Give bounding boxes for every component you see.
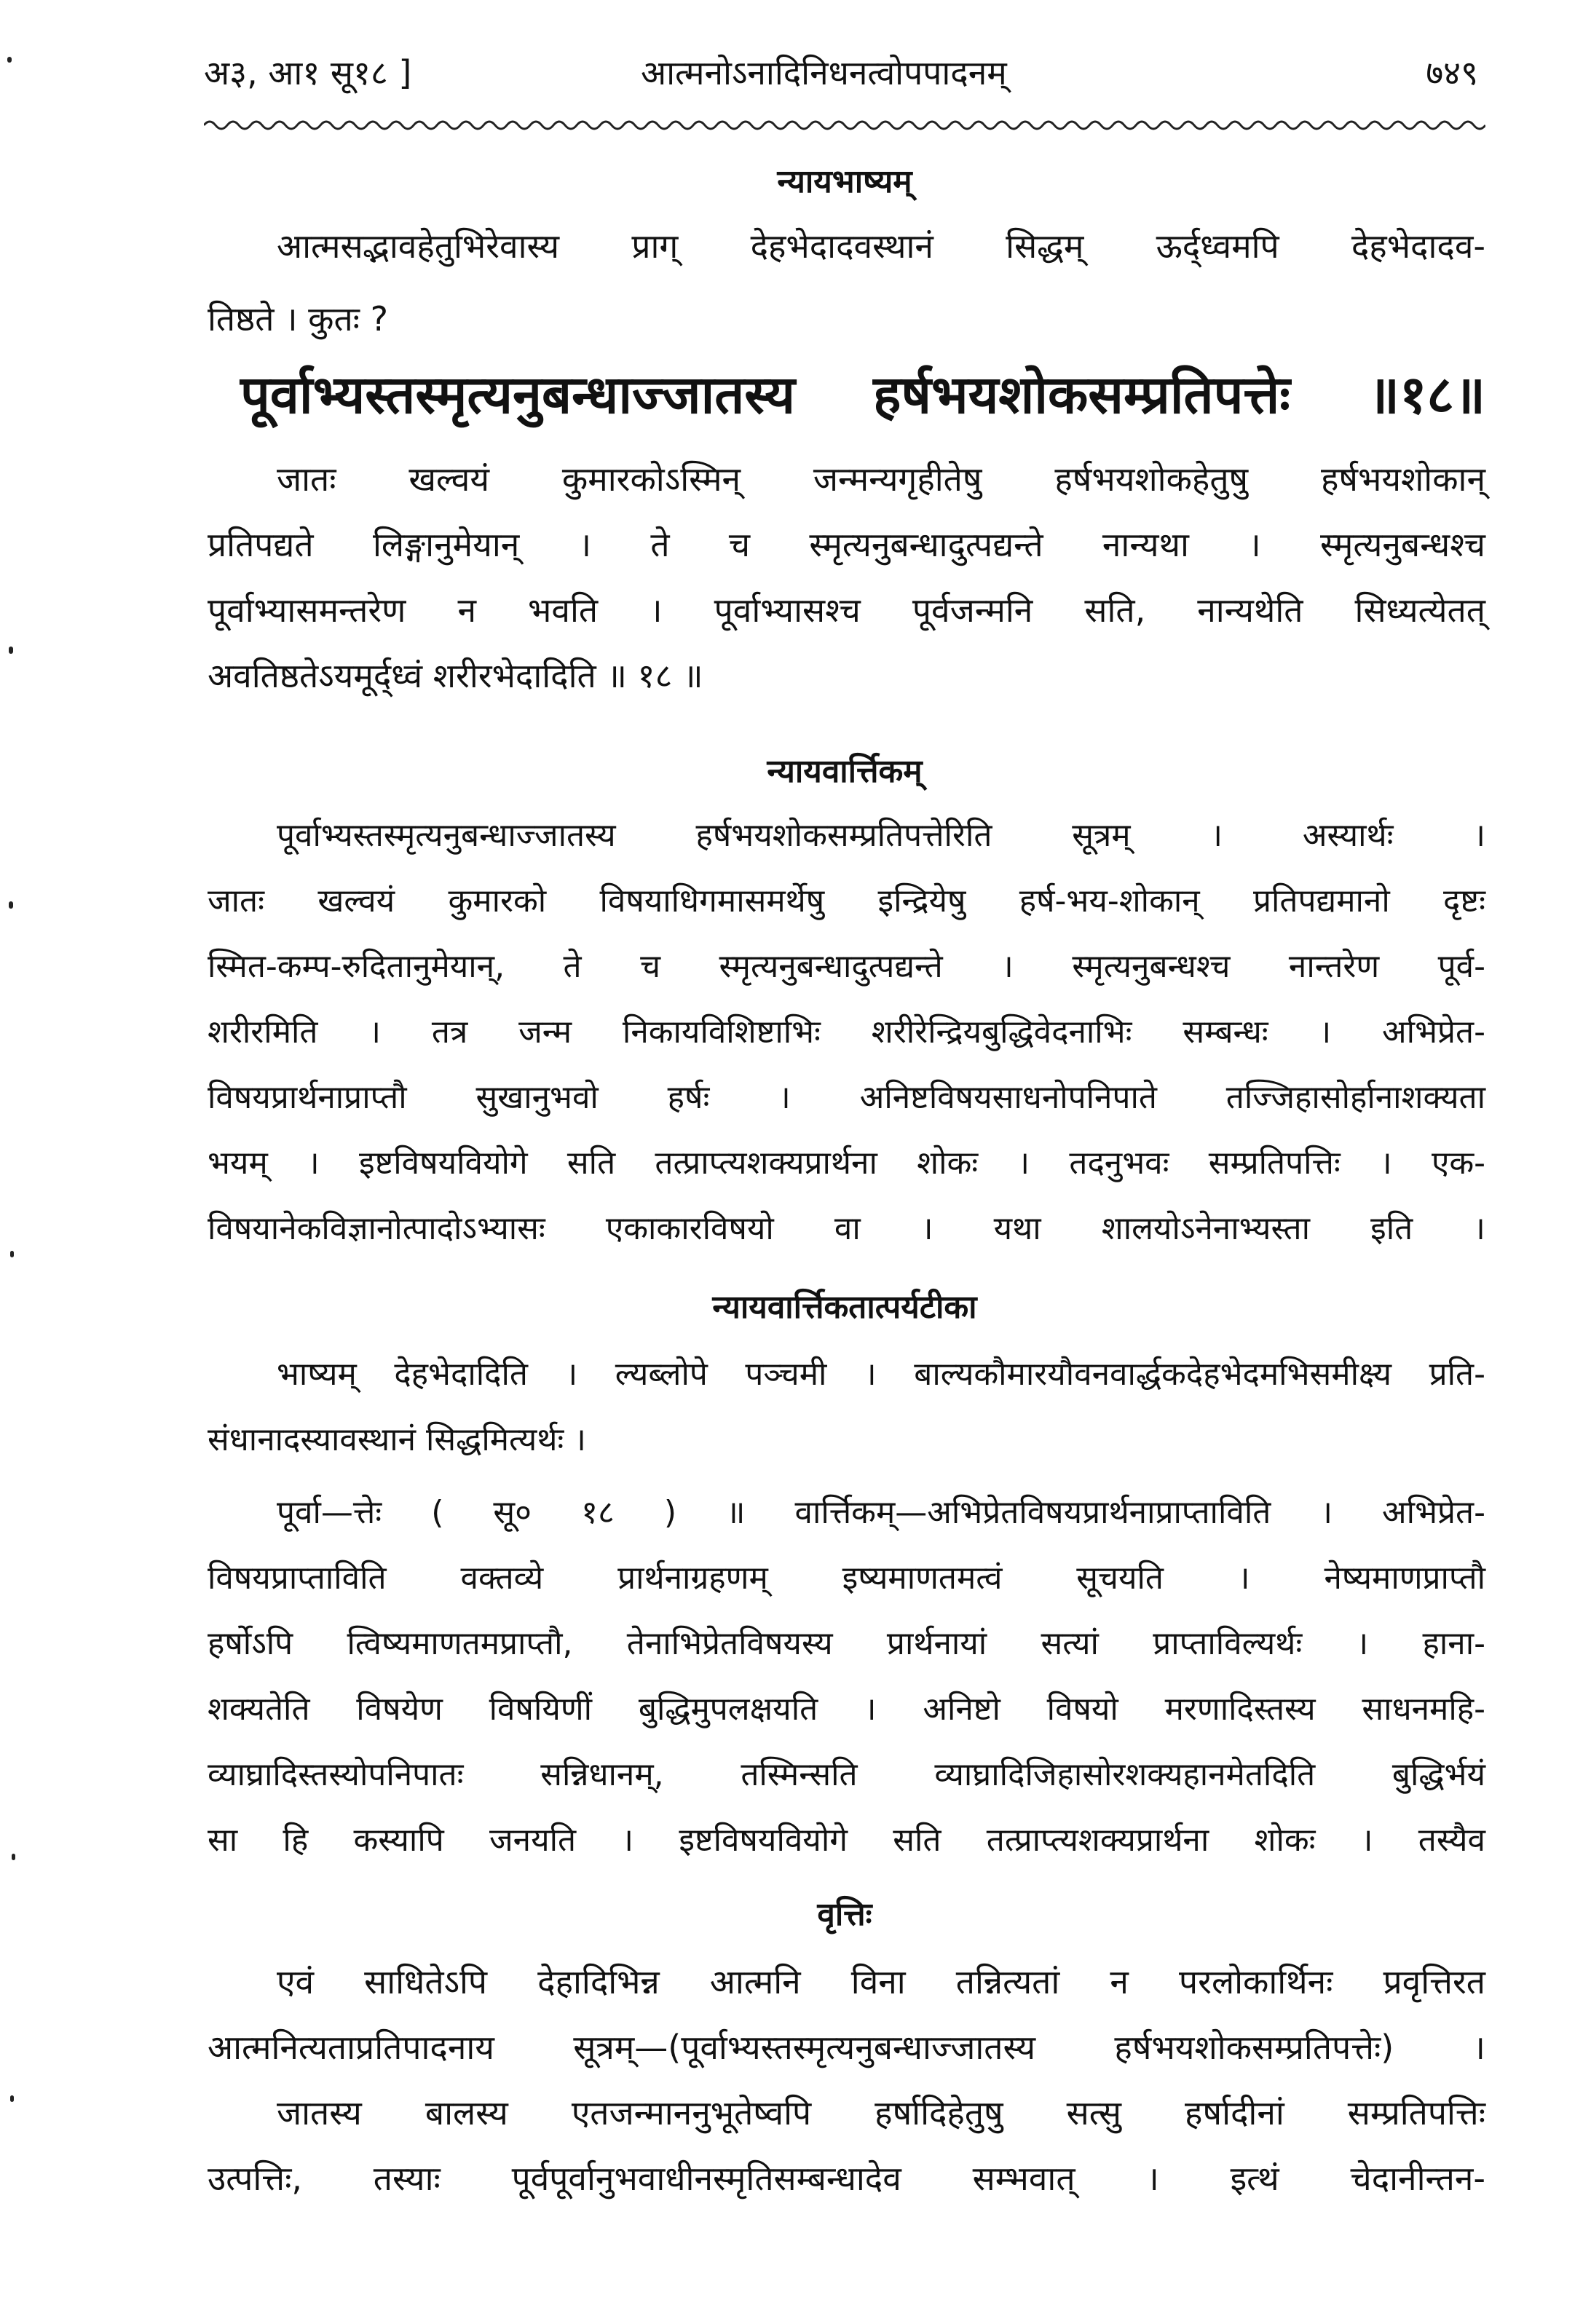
margin-speck <box>10 1251 14 1257</box>
margin-speck <box>7 57 12 63</box>
page-number: ७४९ <box>1426 53 1478 92</box>
header-section-ref: अ३, आ१ सू१८ ] <box>204 53 412 92</box>
bhashya-commentary-line: जातः खल्वयं कुमारकोऽस्मिन् जन्मन्यगृहीतेषु हर्षभयशोकहेतुषु हर्षभयशोकान् <box>277 459 1485 499</box>
sutra-text: पूर्वाभ्यस्तस्मृत्यनुबन्धाज्जातस्य हर्षभयशोकसम्प्रतिपत्तेः ॥१८॥ <box>240 364 1485 425</box>
margin-speck <box>12 1854 15 1860</box>
header-wavy-rule <box>204 116 1485 134</box>
vritti-line: एवं साधितेऽपि देहादिभिन्न आत्मनि विना तन्नित्यतां न परलोकार्थिनः प्रवृत्तिरत <box>277 1962 1485 2001</box>
tika-heading: न्यायवार्त्तिकतात्पर्यटीका <box>712 1289 977 1326</box>
tika-line: पूर्वा—त्तेः ( सू० १८ ) ॥ वार्त्तिकम्—अभिप्रेतविषयप्रार्थनाप्राप्ताविति । अभिप्रेत- <box>277 1494 1485 1531</box>
vartika-line: विषयानेकविज्ञानोत्पादोऽभ्यासः एकाकारविषयो वा । यथा शालयोऽनेनाभ्यस्ता इति । <box>208 1210 1485 1247</box>
vritti-line: उत्पत्तिः, तस्याः पूर्वपूर्वानुभवाधीनस्मृतिसम्बन्धादेव सम्भवात् । इत्थं चेदानीन्तन- <box>208 2159 1485 2198</box>
margin-speck <box>9 647 13 654</box>
bhashya-heading: न्यायभाष्यम् <box>777 163 912 200</box>
tika-line: भाष्यम् देहभेदादिति । ल्यब्लोपे पञ्चमी । बाल्यकौमारयौवनवार्द्धकदेहभेदमभिसमीक्ष्य प्रति- <box>277 1356 1485 1393</box>
vartika-heading: न्यायवार्त्तिकम् <box>767 753 923 790</box>
vartika-line: भयम् । इष्टविषयवियोगे सति तत्प्राप्त्यशक्यप्रार्थना शोकः । तदनुभवः सम्प्रतिपत्तिः । एक- <box>208 1145 1485 1182</box>
vartika-line: पूर्वाभ्यस्तस्मृत्यनुबन्धाज्जातस्य हर्षभयशोकसम्प्रतिपत्तेरिति सूत्रम् । अस्यार्थः । <box>277 817 1485 854</box>
vartika-line: जातः खल्वयं कुमारको विषयाधिगमासमर्थेषु इन्द्रियेषु हर्ष-भय-शोकान् प्रतिपद्यमानो दृष्टः <box>208 882 1485 920</box>
bhashya-commentary-line: अवतिष्ठतेऽयमूर्द्ध्वं शरीरभेदादिति ॥ १८ ॥ <box>208 656 703 695</box>
header-title: आत्मनोऽनादिनिधनत्वोपपादनम् <box>641 53 1007 92</box>
tika-line: व्याघ्रादिस्तस्योपनिपातः सन्निधानम्, तस्मिन्सति व्याघ्रादिजिहासोरशक्यहानमेतदिति बुद्धिर्भयं <box>208 1756 1485 1793</box>
vartika-line: विषयप्रार्थनाप्राप्तौ सुखानुभवो हर्षः । अनिष्टविषयसाधनोपनिपाते तज्जिहासोर्हानाशक्यता <box>208 1079 1485 1116</box>
vartika-line: शरीरमिति । तत्र जन्म निकायविशिष्टाभिः शरीरेन्द्रियबुद्धिवेदनाभिः सम्बन्धः । अभिप्रेत- <box>208 1013 1485 1051</box>
tika-line: सा हि कस्यापि जनयति । इष्टविषयवियोगे सति तत्प्राप्त्यशक्यप्रार्थना शोकः । तस्यैव <box>208 1822 1485 1859</box>
margin-speck <box>9 901 13 909</box>
vritti-line: जातस्य बालस्य एतजन्माननुभूतेष्वपि हर्षादिहेतुषु सत्सु हर्षादीनां सम्प्रतिपत्तिः <box>277 2093 1485 2133</box>
bhashya-line: तिष्ठते । कुतः ? <box>208 299 389 339</box>
bhashya-commentary-line: पूर्वाभ्यासमन्तरेण न भवति । पूर्वाभ्यासश्च पूर्वजन्मनि सति, नान्यथेति सिध्यत्येतत् <box>208 590 1485 630</box>
vritti-heading: वृत्तिः <box>817 1896 872 1933</box>
tika-line: हर्षोऽपि त्विष्यमाणतमप्राप्तौ, तेनाभिप्रेतविषयस्य प्रार्थनायां सत्यां प्राप्ताविल्यर्थः । हाना- <box>208 1625 1485 1662</box>
tika-line: शक्यतेति विषयेण विषयिणीं बुद्धिमुपलक्षयति । अनिष्टो विषयो मरणादिस्तस्य साधनमहि- <box>208 1691 1485 1728</box>
bhashya-commentary-line: प्रतिपद्यते लिङ्गानुमेयान् । ते च स्मृत्यनुबन्धादुत्पद्यन्ते नान्यथा । स्मृत्यनुबन्धश्च <box>208 525 1485 564</box>
tika-line: विषयप्राप्ताविति वक्तव्ये प्रार्थनाग्रहणम् इष्यमाणतमत्वं सूचयति । नेष्यमाणप्राप्तौ <box>208 1560 1485 1597</box>
bhashya-line: आत्मसद्भावहेतुभिरेवास्य प्राग् देहभेदादवस्थानं सिद्धम् ऊर्द्ध्वमपि देहभेदादव- <box>277 226 1485 266</box>
margin-speck <box>10 2095 14 2102</box>
vritti-line: आत्मनित्यताप्रतिपादनाय सूत्रम्—(पूर्वाभ्यस्तस्मृत्यनुबन्धाज्जातस्य हर्षभयशोकसम्प्रतिपत्तेः) । <box>208 2028 1485 2067</box>
vartika-line: स्मित-कम्प-रुदितानुमेयान्, ते च स्मृत्यनुबन्धादुत्पद्यन्ते । स्मृत्यनुबन्धश्च नान्तरेण पूर्व- <box>208 948 1485 985</box>
running-header <box>204 44 1478 102</box>
tika-line: संधानादस्यावस्थानं सिद्धमित्यर्थः । <box>208 1421 586 1458</box>
